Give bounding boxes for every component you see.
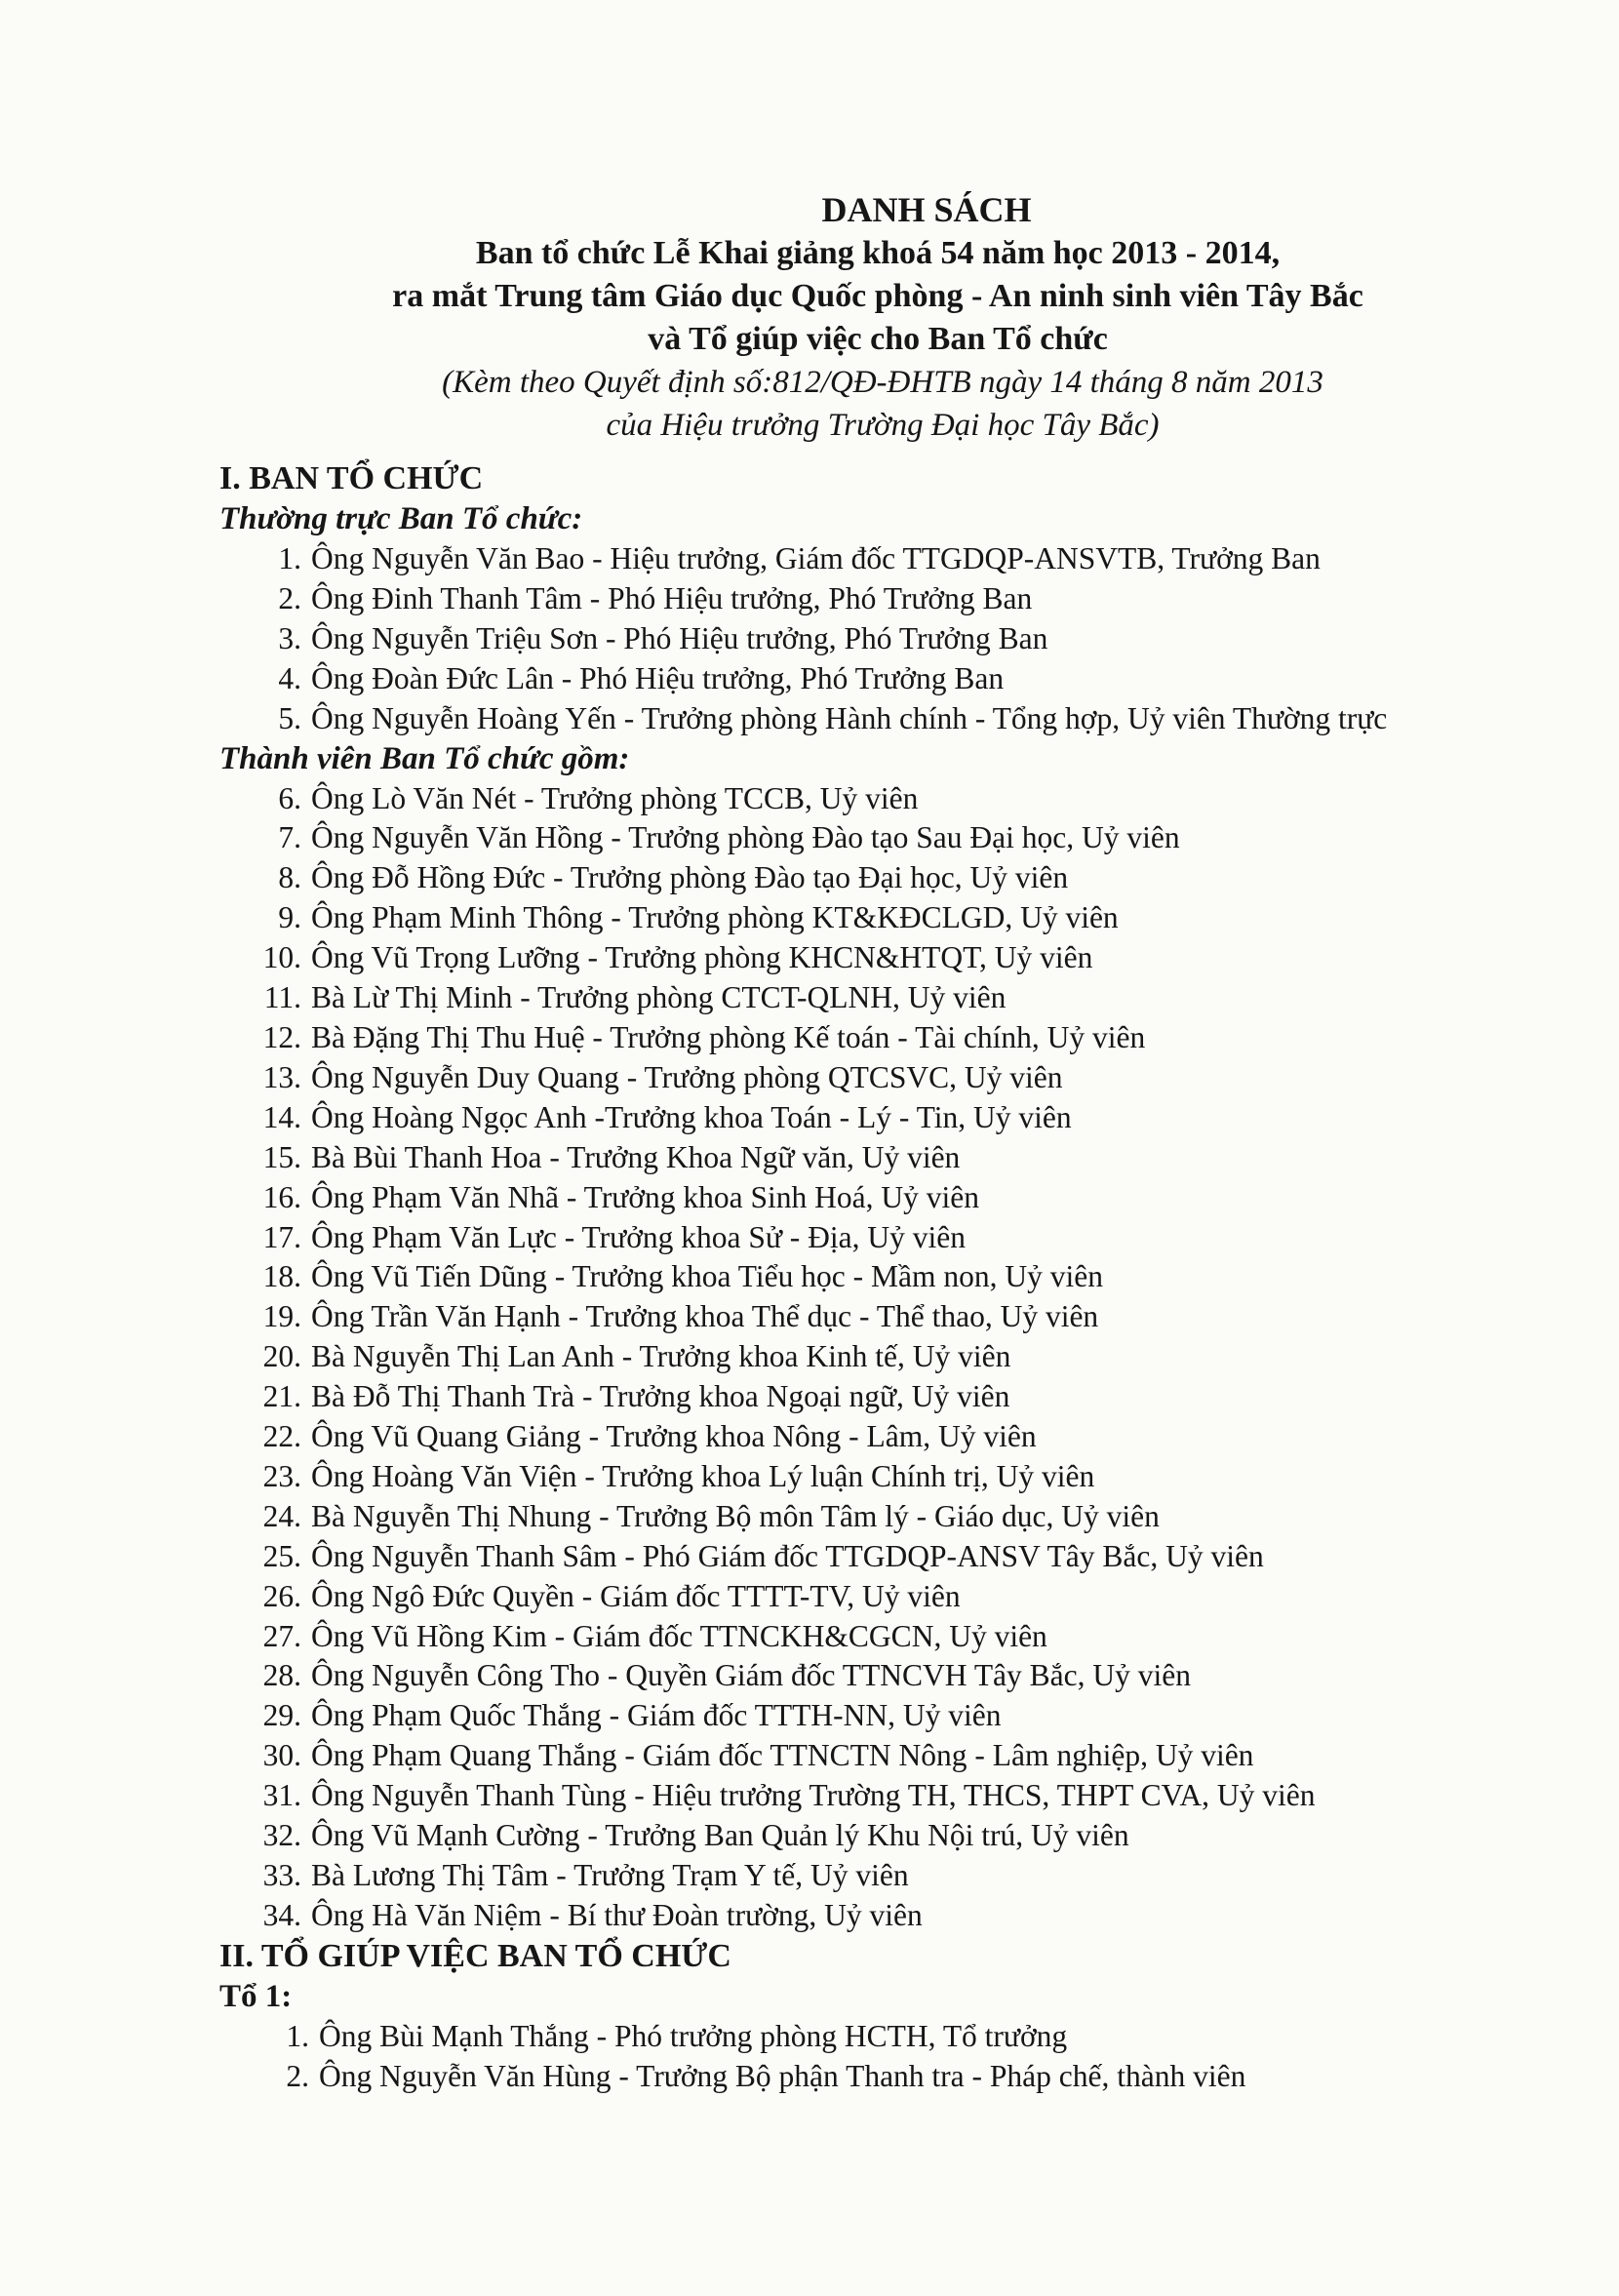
document-body xyxy=(219,458,1517,2097)
list-item xyxy=(219,1018,1517,1058)
list-item xyxy=(219,1257,1517,1297)
item-number: 15. xyxy=(262,1139,301,1174)
item-number: 1. xyxy=(286,2018,309,2053)
list-item xyxy=(219,1297,1517,1337)
list-item xyxy=(219,1457,1517,1497)
item-number: 13. xyxy=(262,1059,301,1094)
item-text: Ông Vũ Quang Giảng - Trưởng khoa Nông - Lâm, Uỷ viên xyxy=(311,1419,1037,1454)
item-number: 32. xyxy=(262,1818,301,1853)
list-item xyxy=(219,1577,1517,1617)
item-number: 25. xyxy=(262,1538,301,1573)
item-number: 22. xyxy=(262,1419,301,1454)
item-text: Ông Nguyễn Hoàng Yến - Trưởng phòng Hành chính - Tổng hợp, Uỷ viên Thường trực xyxy=(311,700,1388,735)
item-text: Ông Phạm Quốc Thắng - Giám đốc TTTH-NN, Uỷ viên xyxy=(311,1698,1002,1733)
item-text: Ông Đỗ Hồng Đức - Trưởng phòng Đào tạo Đại học, Uỷ viên xyxy=(311,860,1069,895)
item-text: Ông Đinh Thanh Tâm - Phó Hiệu trưởng, Phó Trưởng Ban xyxy=(311,580,1033,615)
list-item xyxy=(219,1138,1517,1178)
list-item xyxy=(219,699,1517,739)
list-item xyxy=(219,1058,1517,1098)
list-item xyxy=(219,1896,1517,1936)
item-text: Ông Vũ Trọng Lưỡng - Trưởng phòng KHCN&HTQT, Uỷ viên xyxy=(311,940,1093,975)
item-number: 27. xyxy=(262,1618,301,1653)
subtitle-line-3: và Tổ giúp việc cho Ban Tổ chức xyxy=(648,321,1108,357)
item-number: 17. xyxy=(262,1219,301,1254)
item-text: Ông Hoàng Văn Viện - Trưởng khoa Lý luận Chính trị, Uỷ viên xyxy=(311,1458,1095,1493)
item-text: Ông Nguyễn Văn Hồng - Trưởng phòng Đào tạo Sau Đại học, Uỷ viên xyxy=(311,820,1180,855)
list-item xyxy=(219,2057,1517,2097)
item-text: Ông Phạm Quang Thắng - Giám đốc TTNCTN Nông - Lâm nghiệp, Uỷ viên xyxy=(311,1738,1254,1773)
item-text: Ông Vũ Hồng Kim - Giám đốc TTNCKH&CGCN, Uỷ viên xyxy=(311,1618,1047,1653)
item-text: Bà Nguyễn Thị Nhung - Trưởng Bộ môn Tâm lý - Giáo dục, Uỷ viên xyxy=(311,1498,1160,1533)
item-number: 5. xyxy=(278,700,301,735)
item-number: 33. xyxy=(262,1858,301,1892)
section-2-title: II. TỔ GIÚP VIỆC BAN TỔ CHỨC xyxy=(219,1937,731,1974)
list-item xyxy=(219,579,1517,619)
standing-committee-title: Thường trực Ban Tổ chức: xyxy=(219,501,583,536)
list-item xyxy=(219,2017,1517,2057)
subtitle-line-1: Ban tổ chức Lễ Khai giảng khoá 54 năm học 2013 - 2014, xyxy=(475,235,1281,271)
item-number: 19. xyxy=(262,1299,301,1334)
item-number: 23. xyxy=(262,1458,301,1493)
list-item xyxy=(219,659,1517,699)
item-number: 11. xyxy=(263,980,301,1015)
item-number: 16. xyxy=(262,1179,301,1214)
item-number: 2. xyxy=(278,580,301,615)
item-text: Bà Lừ Thị Minh - Trưởng phòng CTCT-QLNH, Uỷ viên xyxy=(311,980,1007,1015)
item-text: Ông Vũ Tiến Dũng - Trưởng khoa Tiểu học - Mầm non, Uỷ viên xyxy=(311,1259,1103,1294)
group-1-list xyxy=(219,2017,1517,2097)
item-number: 2. xyxy=(286,2058,309,2093)
item-text: Ông Nguyễn Văn Hùng - Trưởng Bộ phận Thanh tra - Pháp chế, thành viên xyxy=(319,2058,1246,2093)
item-text: Ông Phạm Văn Nhã - Trưởng khoa Sinh Hoá, Uỷ viên xyxy=(311,1179,980,1214)
item-text: Ông Nguyễn Triệu Sơn - Phó Hiệu trưởng, Phó Trưởng Ban xyxy=(311,620,1048,655)
item-number: 14. xyxy=(262,1099,301,1134)
item-text: Ông Nguyễn Duy Quang - Trưởng phòng QTCSVC, Uỷ viên xyxy=(311,1059,1063,1094)
item-text: Ông Đoàn Đức Lân - Phó Hiệu trưởng, Phó Trưởng Ban xyxy=(311,660,1005,695)
list-item xyxy=(219,619,1517,659)
item-text: Ông Nguyễn Thanh Tùng - Hiệu trưởng Trường TH, THCS, THPT CVA, Uỷ viên xyxy=(311,1778,1316,1813)
list-item xyxy=(219,1537,1517,1577)
item-text: Ông Bùi Mạnh Thắng - Phó trưởng phòng HCTH, Tổ trưởng xyxy=(319,2018,1068,2053)
item-number: 31. xyxy=(262,1778,301,1813)
item-number: 34. xyxy=(262,1897,301,1932)
item-text: Bà Lương Thị Tâm - Trưởng Trạm Y tế, Uỷ viên xyxy=(311,1858,909,1892)
list-item xyxy=(219,1696,1517,1736)
item-number: 7. xyxy=(278,820,301,855)
item-number: 6. xyxy=(278,780,301,815)
list-item xyxy=(219,1617,1517,1657)
item-number: 26. xyxy=(262,1578,301,1613)
group-1-title: Tổ 1: xyxy=(219,1978,293,2014)
list-item xyxy=(219,1218,1517,1258)
members-title: Thành viên Ban Tổ chức gồm: xyxy=(219,740,630,776)
list-item xyxy=(219,1377,1517,1417)
list-item xyxy=(219,539,1517,579)
list-item xyxy=(219,858,1517,898)
list-item xyxy=(219,938,1517,978)
item-number: 28. xyxy=(262,1658,301,1693)
item-number: 10. xyxy=(262,940,301,975)
item-text: Ông Nguyễn Công Tho - Quyền Giám đốc TTNCVH Tây Bắc, Uỷ viên xyxy=(311,1658,1191,1693)
list-item xyxy=(219,1178,1517,1218)
item-number: 29. xyxy=(262,1698,301,1733)
item-text: Ông Phạm Minh Thông - Trưởng phòng KT&KĐCLGD, Uỷ viên xyxy=(311,900,1119,935)
list-item xyxy=(219,1656,1517,1696)
item-text: Ông Hoàng Ngọc Anh -Trưởng khoa Toán - Lý - Tin, Uỷ viên xyxy=(311,1099,1072,1134)
item-number: 9. xyxy=(278,900,301,935)
item-number: 3. xyxy=(278,620,301,655)
document-title: DANH SÁCH xyxy=(821,190,1032,229)
item-text: Ông Hà Văn Niệm - Bí thư Đoàn trường, Uỷ viên xyxy=(311,1897,923,1932)
list-item xyxy=(219,1736,1517,1776)
section-1-title: I. BAN TỔ CHỨC xyxy=(219,460,484,496)
item-text: Ông Vũ Mạnh Cường - Trưởng Ban Quản lý Khu Nội trú, Uỷ viên xyxy=(311,1818,1129,1853)
list-item xyxy=(219,978,1517,1018)
list-item xyxy=(219,1816,1517,1856)
item-text: Bà Nguyễn Thị Lan Anh - Trưởng khoa Kinh tế, Uỷ viên xyxy=(311,1339,1011,1374)
item-text: Ông Trần Văn Hạnh - Trưởng khoa Thể dục - Thể thao, Uỷ viên xyxy=(311,1299,1099,1334)
list-item xyxy=(219,898,1517,938)
decision-reference-1: (Kèm theo Quyết định số:812/QĐ-ĐHTB ngày 14 tháng 8 năm 2013 xyxy=(442,365,1323,400)
subtitle-line-2: ra mắt Trung tâm Giáo dục Quốc phòng - An ninh sinh viên Tây Bắc xyxy=(392,278,1363,314)
members-list xyxy=(219,779,1517,1936)
item-text: Ông Lò Văn Nét - Trưởng phòng TCCB, Uỷ viên xyxy=(311,780,919,815)
list-item xyxy=(219,1337,1517,1377)
item-number: 4. xyxy=(278,660,301,695)
item-text: Bà Đỗ Thị Thanh Trà - Trưởng khoa Ngoại ngữ, Uỷ viên xyxy=(311,1379,1010,1414)
item-number: 30. xyxy=(262,1738,301,1773)
item-number: 8. xyxy=(278,860,301,895)
item-text: Ông Ngô Đức Quyền - Giám đốc TTTT-TV, Uỷ viên xyxy=(311,1578,961,1613)
list-item xyxy=(219,1856,1517,1896)
item-text: Bà Đặng Thị Thu Huệ - Trưởng phòng Kế toán - Tài chính, Uỷ viên xyxy=(311,1019,1146,1054)
item-number: 21. xyxy=(262,1379,301,1414)
item-number: 24. xyxy=(262,1498,301,1533)
item-number: 18. xyxy=(262,1259,301,1294)
list-item xyxy=(219,779,1517,819)
list-item xyxy=(219,1497,1517,1537)
item-text: Ông Nguyễn Văn Bao - Hiệu trưởng, Giám đốc TTGDQP-ANSVTB, Trưởng Ban xyxy=(311,541,1321,575)
item-number: 12. xyxy=(262,1019,301,1054)
standing-committee-list xyxy=(219,539,1517,739)
list-item xyxy=(219,1776,1517,1816)
decision-reference-2: của Hiệu trưởng Trường Đại học Tây Bắc) xyxy=(606,408,1160,443)
document-header xyxy=(0,187,1619,447)
item-number: 1. xyxy=(278,541,301,575)
list-item xyxy=(219,818,1517,858)
item-text: Ông Phạm Văn Lực - Trưởng khoa Sử - Địa, Uỷ viên xyxy=(311,1219,967,1254)
item-text: Bà Bùi Thanh Hoa - Trưởng Khoa Ngữ văn, Uỷ viên xyxy=(311,1139,961,1174)
list-item xyxy=(219,1417,1517,1457)
item-text: Ông Nguyễn Thanh Sâm - Phó Giám đốc TTGDQP-ANSV Tây Bắc, Uỷ viên xyxy=(311,1538,1264,1573)
item-number: 20. xyxy=(262,1339,301,1374)
list-item xyxy=(219,1098,1517,1138)
